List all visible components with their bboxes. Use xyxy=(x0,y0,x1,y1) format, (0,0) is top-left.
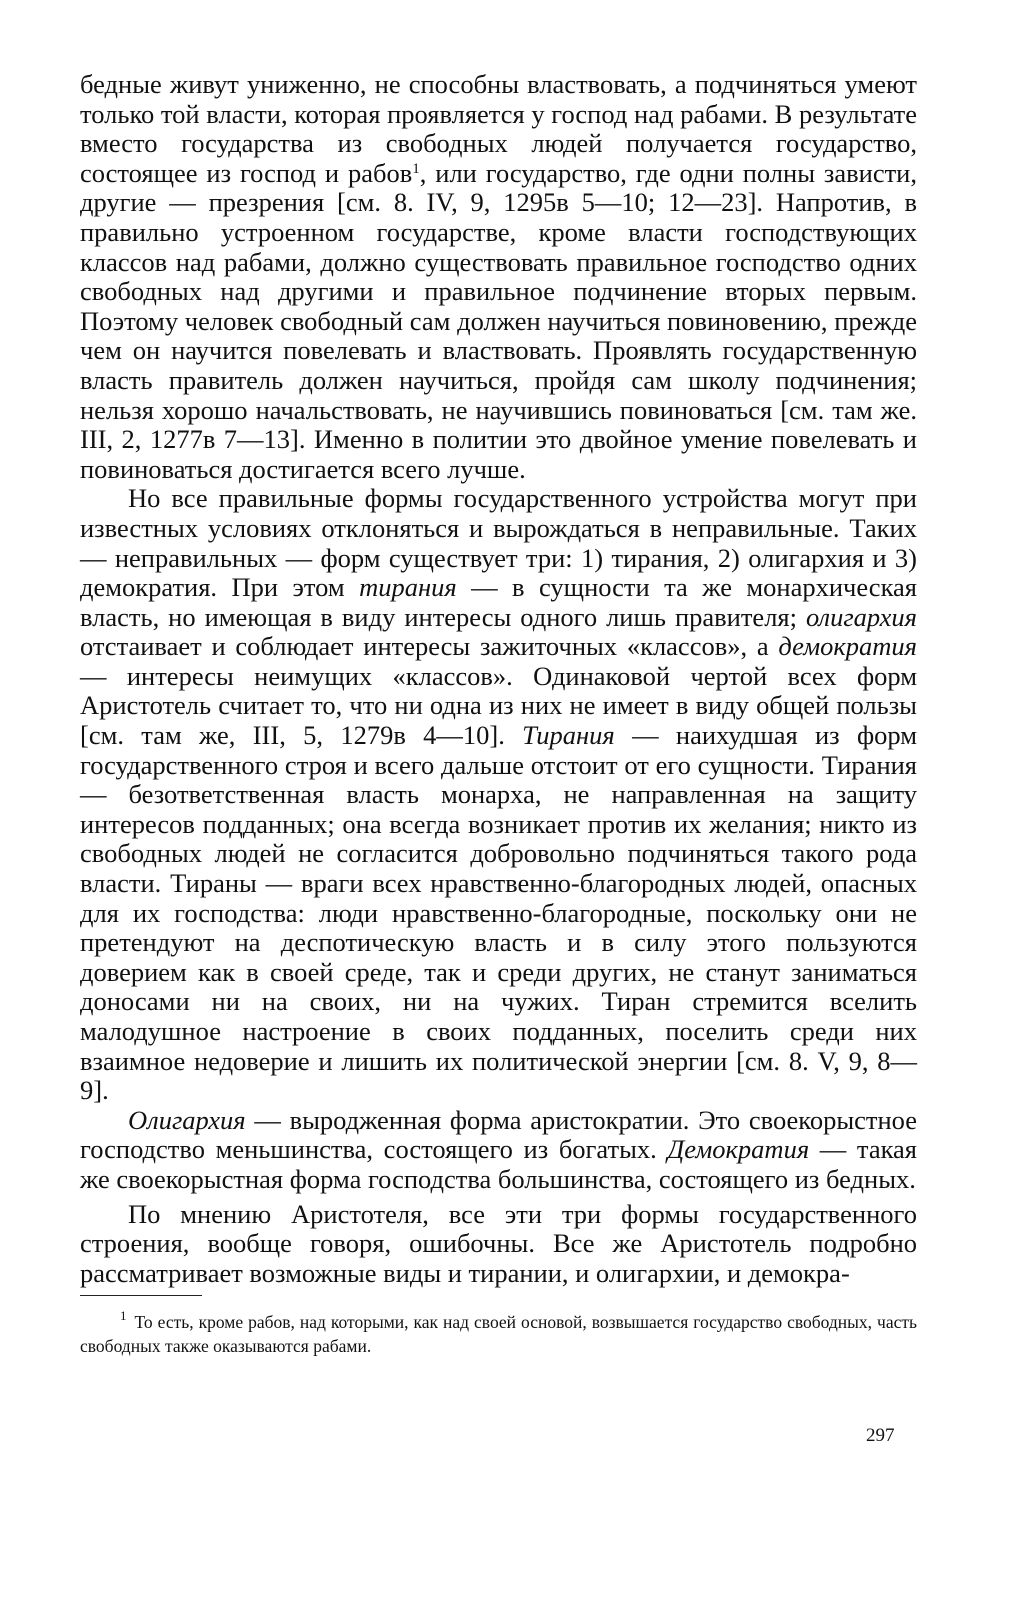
footnote-marker: 1 xyxy=(120,1308,127,1324)
main-text xyxy=(80,70,917,1288)
text-run: — выродженная форма аристократии. Это своекорыстное господство меньшинства, состоящего из богатых. xyxy=(80,1104,917,1165)
italic-term: Демократия xyxy=(667,1134,810,1165)
text-run: — в сущности та же монархическая власть, но имеющая в виду интересы одного лишь правителя; xyxy=(80,572,917,632)
paragraph xyxy=(80,1106,917,1195)
text-run: отстаивает и соблюдает интересы зажиточных «классов», а xyxy=(80,631,779,662)
text-run: — наихудшая из форм государственного строя и всего дальше отстоит от его сущности. Тирания — безответственная власть монарха, не направленная на защиту интересов подданных; она всегда возникает против их желания; никто из свободных людей не согласится добровольно подчиняться такого рода власти. Тираны — враги всех нравственно-благородных людей, опасных для их господства: люди нравственно-благородные, поскольку они не претендуют на деспотическую власть и в силу этого пользуются доверием как в своей среде, так и среди других, не станут заниматься доносами ни на своих, ни на чужих. Тиран стремится вселить малодушное настроение в своих подданных, поселить среди них взаимное недоверие и лишить их политической энергии [см. 8. V, 9, 8—9]. xyxy=(80,720,917,1106)
italic-term: тирания xyxy=(359,572,457,603)
italic-term: Тирания xyxy=(522,720,615,751)
footnote-separator xyxy=(80,1295,202,1296)
footnote xyxy=(80,1310,917,1358)
italic-term: демократия xyxy=(778,631,917,662)
text-run: , или государство, где одни полны зависти, другие — презрения [см. 8. IV, 9, 1295в 5—10; 12—23]. Напротив, в правильно устроенном государстве, кроме власти господствующих классов над рабами, должно существовать правильное господство одних свободных над другими и правильное подчинение вторых первым. Поэтому человек свободный сам должен научиться повиновению, прежде чем он научится повелевать и властвовать. Проявлять государственную власть правитель должен научиться, пройдя сам школу подчинения; нельзя хорошо начальствовать, не научившись повиноваться [см. там же. III, 2, 1277в 7—13]. Именно в политии это двойное умение повелевать и повиноваться достигается всего лучше. xyxy=(80,157,917,484)
text-run: — такая же своекорыстная форма господства большинства, состоящего из бедных. xyxy=(80,1134,917,1194)
book-page xyxy=(80,70,917,1358)
text-run: По мнению Аристотеля, все эти три формы государственного строения, вообще говоря, ошибочны. Все же Аристотель подробно рассматривает возможные виды и тирании, и олигархии, и демокра- xyxy=(80,1198,917,1288)
text-run: бедные живут униженно, не способны властвовать, а подчиняться умеют только той власти, которая проявляется у господ над рабами. В результате вместо государства из свободных людей получается государство, состоящее из господ и рабов xyxy=(80,69,917,188)
paragraph xyxy=(80,70,917,484)
paragraph xyxy=(80,1200,917,1289)
text-run: Но все правильные формы государственного устройства могут при известных условиях отклоняться и вырождаться в неправильные. Таких — неправильных — форм существует три: 1) тирания, 2) олигархия и 3) демократия. При этом xyxy=(80,483,917,603)
text-run: — интересы неимущих «классов». Одинаковой чертой всех форм Аристотель считает то, что ни одна из них не имеет в виду общей пользы [см. там же, III, 5, 1279в 4—10]. xyxy=(80,660,917,751)
footnote-text: То есть, кроме рабов, над которыми, как над своей основой, возвышается государство свободных, часть свободных также оказываются рабами. xyxy=(80,1312,917,1357)
paragraph xyxy=(80,484,917,1105)
italic-term: олигархия xyxy=(805,601,917,632)
italic-term: Олигархия xyxy=(128,1104,246,1135)
footnote-reference: 1 xyxy=(412,160,420,177)
page-number: 297 xyxy=(866,1425,895,1446)
